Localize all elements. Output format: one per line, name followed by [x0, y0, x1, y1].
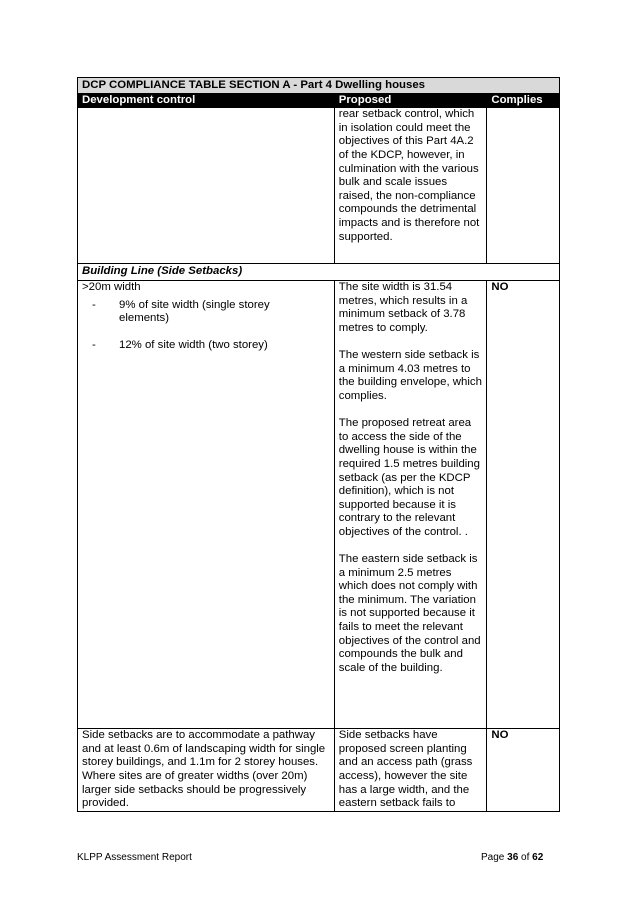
proposed-paragraph: The western side setback is a minimum 4.03 metres to the building envelope, which complies. — [338, 349, 482, 402]
row3-complies: NO — [487, 729, 560, 812]
table-row — [78, 108, 560, 264]
table-title: DCP COMPLIANCE TABLE SECTION A - Part 4 Dwelling houses — [78, 78, 560, 94]
row2-control-intro: >20m width — [82, 281, 141, 294]
row2-proposed — [334, 281, 487, 729]
header-proposed: Proposed — [334, 93, 487, 108]
row2-control — [78, 281, 335, 729]
proposed-paragraph: The site width is 31.54 metres, which results in a minimum setback of 3.78 metres to comply. — [338, 281, 468, 334]
row3-proposed: Side setbacks have proposed screen planting and an access path (grass access), however the site has a large width, and the eastern setback fails to — [334, 729, 487, 812]
row3-control: Side setbacks are to accommodate a pathway and at least 0.6m of landscaping width for single storey buildings, and 1.1m for 2 storey houses. Where sites are of greater widths (over 20m) larger side setbacks should be progressively provided. — [78, 729, 335, 812]
table-title-row — [78, 78, 560, 94]
section-heading: Building Line (Side Setbacks) — [78, 264, 560, 281]
footer-report-name: KLPP Assessment Report — [77, 852, 192, 863]
section-heading-row — [78, 264, 560, 281]
bullet-item — [92, 339, 330, 353]
row2-complies: NO — [487, 281, 560, 729]
page-current: 36 — [507, 852, 519, 863]
row1-complies — [487, 108, 560, 264]
table-row — [78, 729, 560, 812]
row1-control — [78, 108, 335, 264]
footer-page-number — [481, 852, 543, 863]
header-complies: Complies — [487, 93, 560, 108]
page-of: of — [521, 852, 530, 863]
proposed-paragraph: The proposed retreat area to access the side of the dwelling house is within the required 1.5 metres building setback (as per the KDCP definition), which is not supported because it is contrary to the relevant objectives of the control. . — [338, 417, 480, 538]
bullet-item — [92, 299, 330, 326]
bullet-dash: - — [92, 338, 96, 351]
header-development-control: Development control — [78, 93, 335, 108]
bullet-text: 9% of site width (single storey elements) — [119, 298, 270, 325]
table-header-row — [78, 93, 560, 108]
bullet-text: 12% of site width (two storey) — [119, 338, 268, 351]
page-prefix: Page — [481, 852, 505, 863]
page-total: 62 — [532, 852, 544, 863]
compliance-table — [77, 77, 560, 812]
table-row — [78, 281, 560, 729]
bullet-dash: - — [92, 298, 96, 311]
proposed-paragraph: The eastern side setback is a minimum 2.5 metres which does not comply with the minimum. The variation is not supported because it fails to meet the relevant objectives of the control and compounds the bulk and scale of the building. — [338, 553, 481, 674]
row1-proposed: rear setback control, which in isolation could meet the objectives of this Part 4A.2 of the KDCP, however, in culmination with the various bulk and scale issues raised, the non-compliance compounds the detrimental impacts and is therefore not supported. — [334, 108, 487, 264]
